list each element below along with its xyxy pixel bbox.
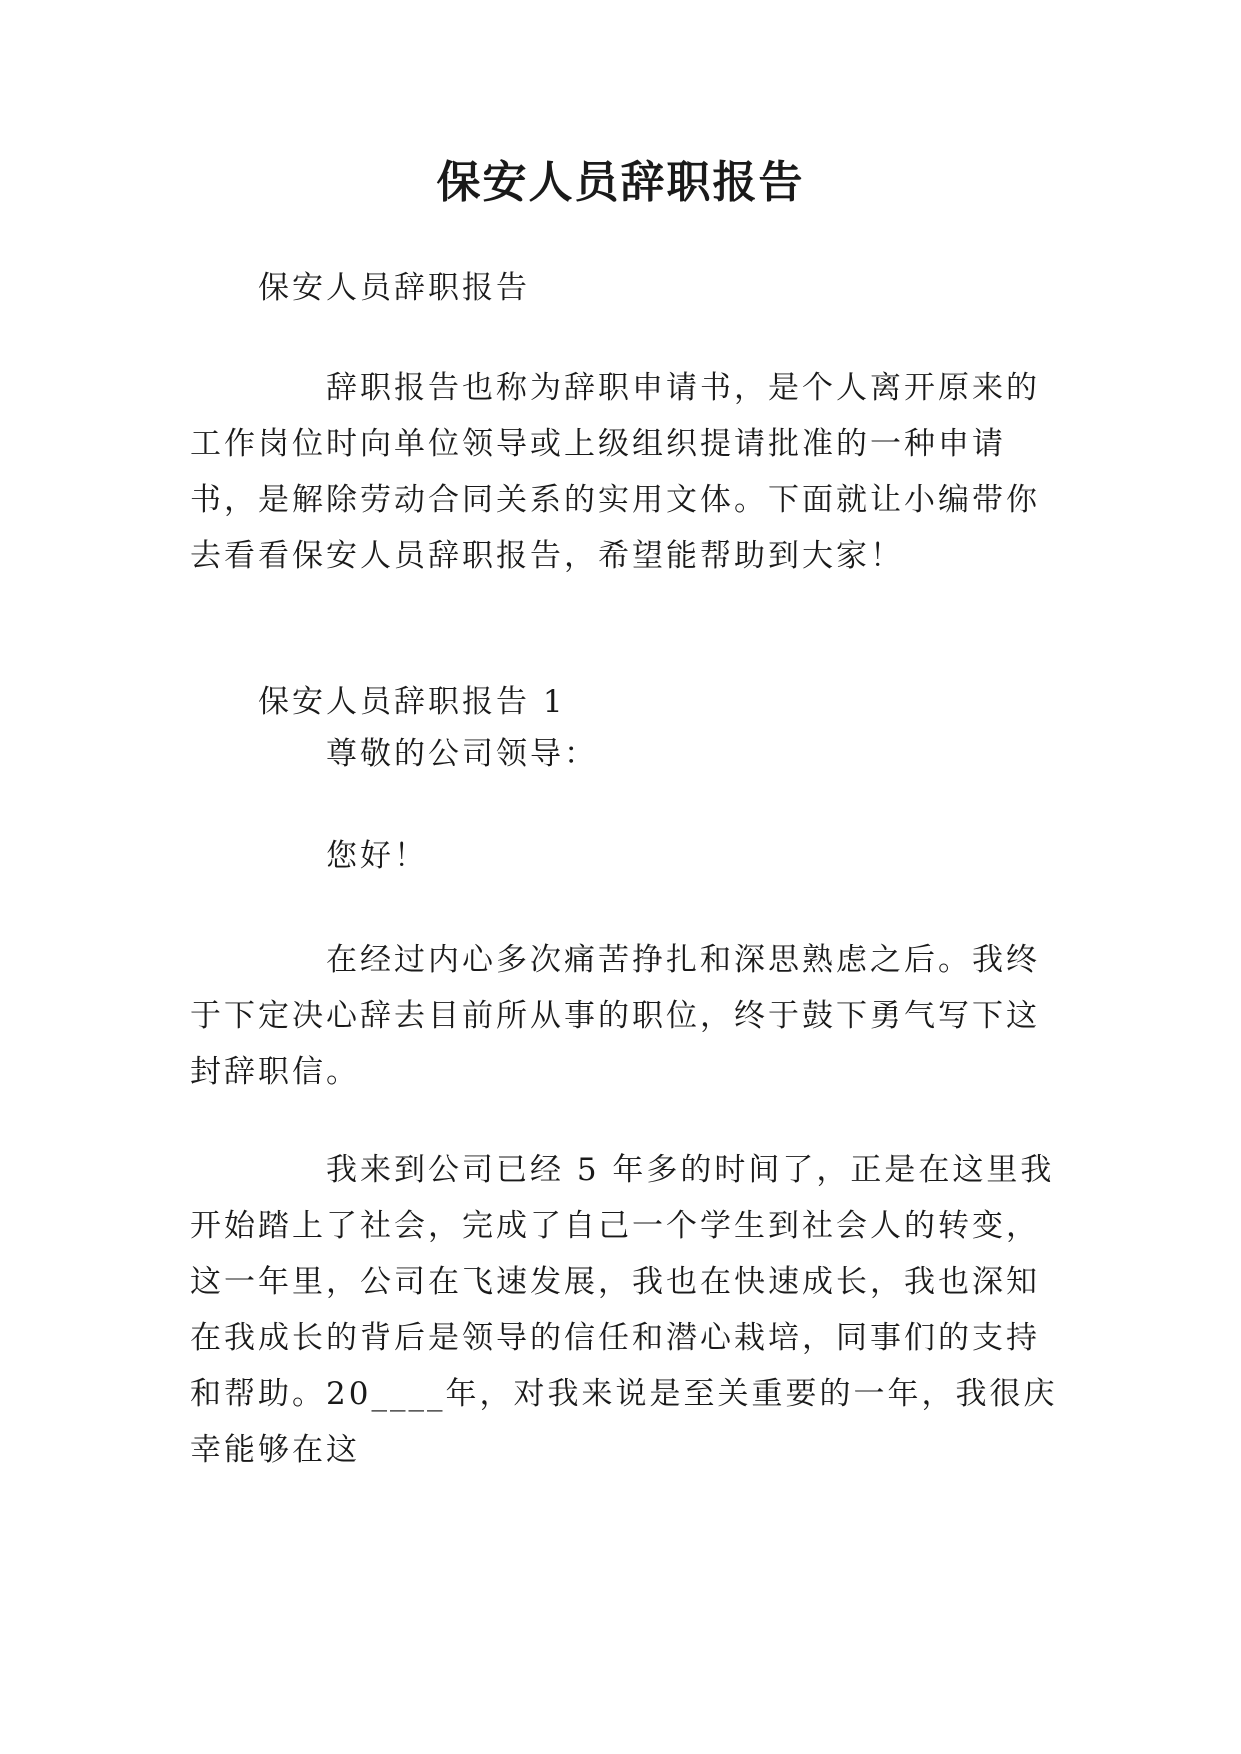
salutation: 尊敬的公司领导：	[326, 736, 598, 772]
intro-paragraph: 辞职报告也称为辞职申请书，是个人离开原来的工作岗位时向单位领导或上级组织提请批准的一种申请书，是解除劳动合同关系的实用文体。下面就让小编带你去看看保安人员辞职报告，希望能帮助到大家！	[190, 370, 1040, 574]
greeting: 您好！	[326, 838, 428, 874]
body-paragraph-1: 在经过内心多次痛苦挣扎和深思熟虑之后。我终于下定决心辞去目前所从事的职位，终于鼓下勇气写下这封辞职信。	[190, 942, 1040, 1090]
section-heading: 保安人员辞职报告 1	[258, 684, 566, 720]
document-title: 保安人员辞职报告	[436, 157, 805, 208]
body-paragraph-2: 我来到公司已经 5 年多的时间了，正是在这里我开始踏上了社会，完成了自己一个学生到社会人的转变，这一年里，公司在飞速发展，我也在快速成长，我也深知在我成长的背后是领导的信任和潜心栽培，同事们的支持和帮助。20____年，对我来说是至关重要的一年，我很庆幸能够在这	[190, 1152, 1058, 1468]
document-subtitle: 保安人员辞职报告	[258, 270, 530, 306]
